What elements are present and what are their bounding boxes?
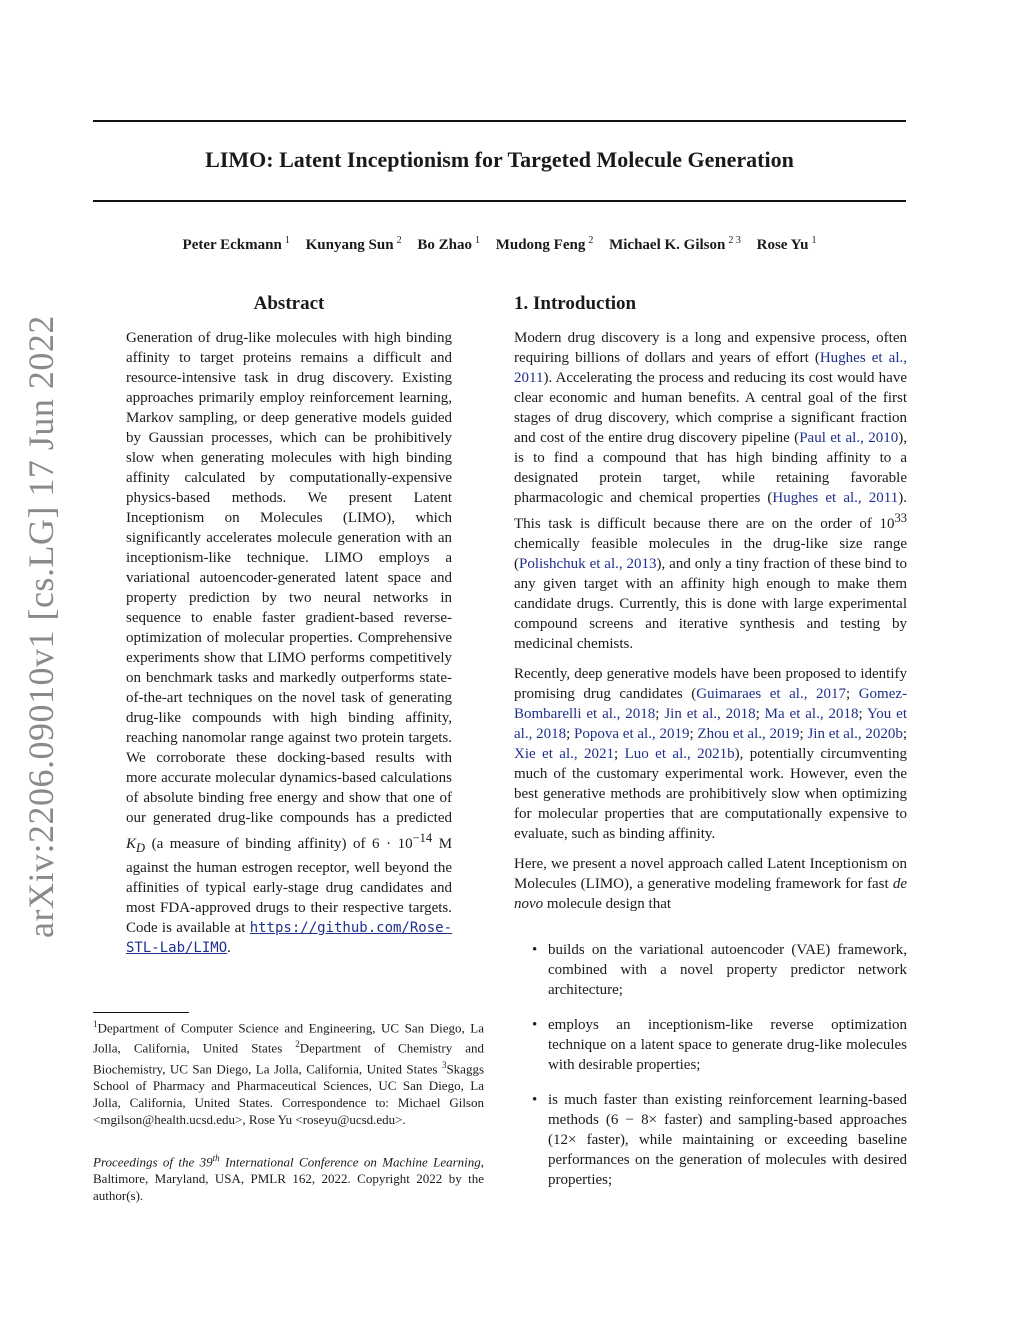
list-item: • employs an inceptionism-like reverse optimization technique on a latent space to generate drug-like molecules with desirable properties; <box>532 1017 907 1073</box>
title-rule-bottom <box>93 200 906 202</box>
citation-link[interactable]: Zhou et al., 2019 <box>697 726 800 742</box>
citation-link[interactable]: Paul et al., 2010 <box>799 430 899 446</box>
arxiv-identifier[interactable]: arXiv:2206.09010v1 [cs.LG] 17 Jun 2022 <box>21 315 61 938</box>
affiliations-footnote: $^1$Department of Computer Science and Engineering, UC San Diego, La Jolla, California, United States $^2$Department of Chemistry and Biochemistry, UC San Diego, La Jolla, California, United States $^3$Skaggs School of Pharmacy and Pharmaceutical Sciences, UC San Diego, La Jolla, California, United States. Correspondence to: Michael Gilson <mgilson@health.ucsd.edu>, Rose Yu <roseyu@ucsd.edu>. <box>93 1019 485 1127</box>
abstract-column <box>126 292 452 968</box>
introduction-heading: 1. Introduction <box>514 293 637 314</box>
bullet-icon: • <box>532 1017 538 1033</box>
citation-link[interactable]: Polishchuk et al., 2013 <box>519 556 657 572</box>
bullet-icon: • <box>532 1092 538 1108</box>
title-rule-top <box>93 120 906 122</box>
code-link[interactable]: https://github.com/Rose-STL-Lab/LIMO <box>126 920 452 956</box>
citation-link[interactable]: Popova et al., 2019 <box>574 726 690 742</box>
author: Rose Yu $^1$ <box>756 235 817 253</box>
citation-link[interactable]: Jin et al., 2020b <box>807 726 903 742</box>
contribution-list <box>514 940 907 1190</box>
intro-paragraph: Recently, deep generative models have been proposed to identify promising drug candidates (Guimaraes et al., 2017; Gomez-Bombarelli et al., 2018; Jin et al., 2018; Ma et al., 2018; You et al., 2018; Popova et al., 2019; Zhou et al., 2019; Jin et al., 2020b; Xie et al., 2021; Luo et al., 2021b), potentially circumventing much of the customary experimental work. However, even the best generative methods are prohibitively slow when optimizing for molecular properties that are computationally expensive to evaluate, such as binding affinity. <box>514 666 908 842</box>
intro-paragraph: Here, we present a novel approach called Latent Inceptionism on Molecules (LIMO), a generative modeling framework for fast de novo molecule design that <box>514 856 908 912</box>
citation-link[interactable]: Jin et al., 2018 <box>664 706 756 722</box>
abstract-text: Generation of drug-like molecules with high binding affinity to target proteins remains a difficult and resource-intensive task in drug discovery. Existing approaches primarily employ reinforcement learning, Markov sampling, or deep generative models guided by Gaussian processes, which can be prohibitively slow when generating molecules with high binding affinity calculated by computationally-expensive physics-based methods. We present Latent Inceptionism on Molecules (LIMO), which significantly accelerates molecule generation with an inceptionism-like technique. LIMO employs a variational autoencoder-generated latent space and property prediction by two neural networks in sequence to enable faster gradient-based reverse-optimization of molecular properties. Comprehensive experiments show that LIMO performs competitively on benchmark tasks and markedly outperforms state-of-the-art techniques on the novel task of generating drug-like compounds with high binding affinity, reaching nanomolar range against two protein targets. We corroborate these docking-based results with more accurate molecular dynamics-based calculations of absolute binding free energy and show that one of our generated drug-like compounds has a predicted $K_D$ (a measure of binding affinity) of $6 \cdot 10^{-14}$ M against the human estrogen receptor, well beyond the affinities of typical early-stage drug candidates and most FDA-approved drugs to their respective targets. Code is available at https://github.com/Rose-STL-Lab/LIMO. <box>126 330 453 956</box>
list-item: • builds on the variational autoencoder (VAE) framework, combined with a novel property predictor network architecture; <box>532 942 907 998</box>
citation-link[interactable]: Ma et al., 2018 <box>764 706 859 722</box>
list-item: • is much faster than existing reinforcement learning-based methods (6 − 8× faster) and sampling-based approaches (12× faster), while maintaining or exceeding baseline performances on the generation of molecules with desired properties; <box>532 1092 907 1188</box>
introduction-column <box>514 292 907 1205</box>
author: Peter Eckmann $^1$ <box>182 235 290 253</box>
proceedings-footnote: Proceedings of the 39th International Conference on Machine Learning, Baltimore, Maryland, USA, PMLR 162, 2022. Copyright 2022 by the author(s). <box>93 1153 485 1204</box>
bullet-icon: • <box>532 942 538 958</box>
citation-link[interactable]: You et al., 2018 <box>514 706 908 742</box>
paper-title: LIMO: Latent Inceptionism for Targeted Molecule Generation <box>205 147 794 172</box>
author: Michael K. Gilson $^{2 3}$ <box>609 235 741 253</box>
citation-link[interactable]: Luo et al., 2021b <box>624 746 735 762</box>
author-list <box>93 235 906 254</box>
author: Mudong Feng $^2$ <box>495 235 594 253</box>
author: Bo Zhao $^1$ <box>417 235 480 253</box>
citation-link[interactable]: Guimaraes et al., 2017 <box>696 686 846 702</box>
footnote-rule <box>93 1012 189 1013</box>
abstract-heading: Abstract <box>253 293 325 314</box>
citation-link[interactable]: Xie et al., 2021 <box>514 746 615 762</box>
intro-paragraph: Modern drug discovery is a long and expensive process, often requiring billions of dollars and years of effort (Hughes et al., 2011). Accelerating the process and reducing its cost would have clear economic and human benefits. A central goal of the first stages of drug discovery, which comprise a significant fraction and cost of the entire drug discovery pipeline (Paul et al., 2010), is to find a compound that has high binding affinity to a designated protein target, while retaining favorable pharmacologic and chemical properties (Hughes et al., 2011). This task is difficult because there are on the order of $10^{33}$ chemically feasible molecules in the drug-like size range (Polishchuk et al., 2013), and only a tiny fraction of these bind to any given target with an affinity high enough to make them candidate drugs. Currently, this is done with large experimental compound screens and iterative synthesis and testing by medicinal chemists. <box>514 330 907 652</box>
citation-link[interactable]: Hughes et al., 2011 <box>514 350 907 386</box>
citation-link[interactable]: Gomez-Bombarelli et al., 2018 <box>514 686 908 722</box>
author: Kunyang Sun $^2$ <box>305 235 402 253</box>
citation-link[interactable]: Hughes et al., 2011 <box>772 490 899 506</box>
